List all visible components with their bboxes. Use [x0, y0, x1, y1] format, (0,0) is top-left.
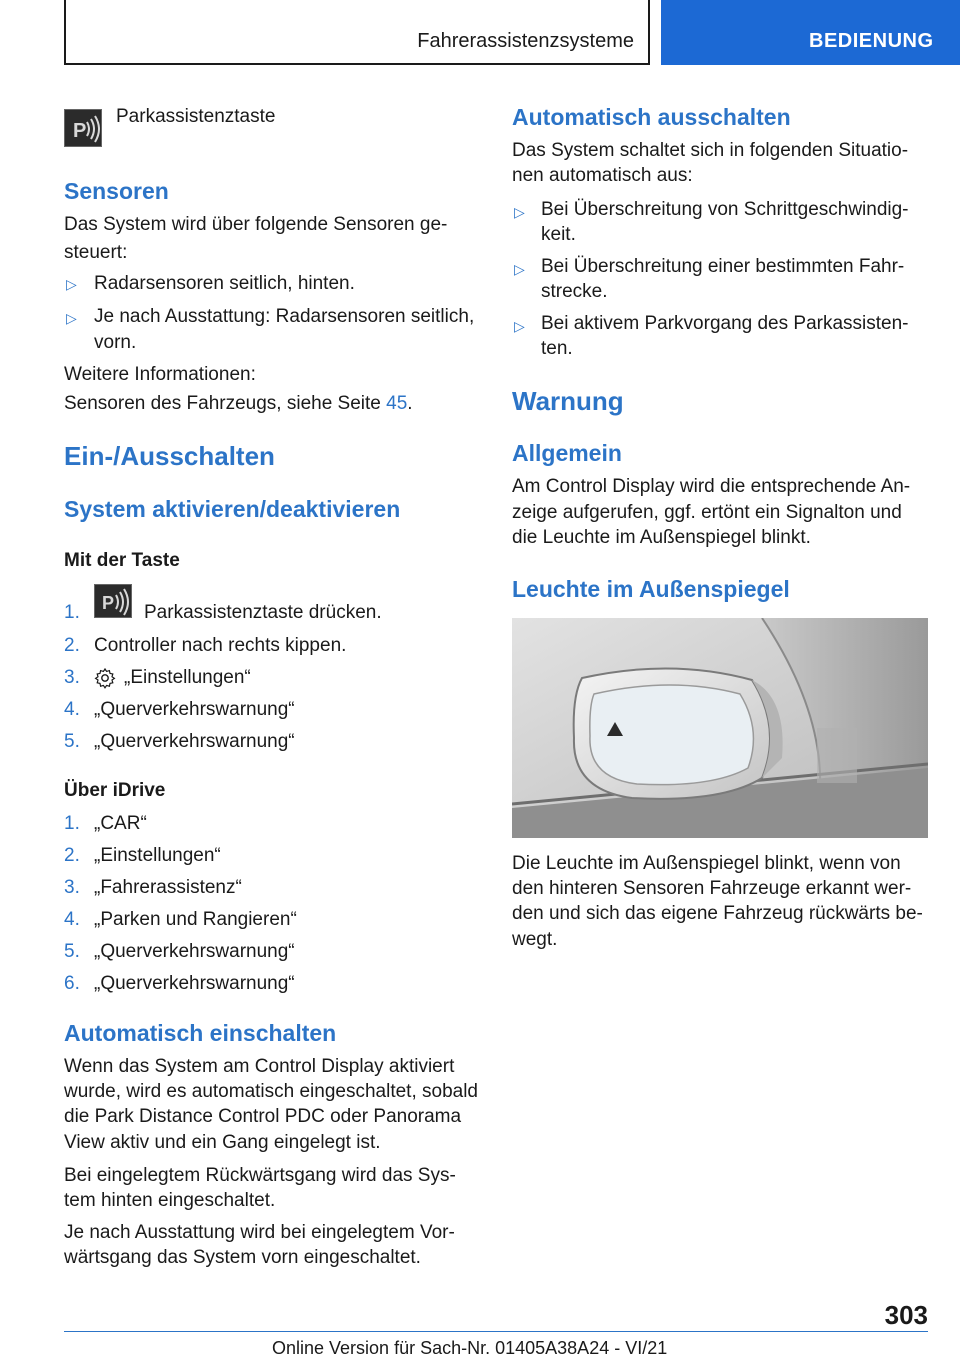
sensoren-bullet-2-cont: vorn.	[94, 332, 137, 353]
leuchte-line: den und sich das eigene Fahrzeug rückwärts be-	[512, 903, 923, 924]
allgemein-line: zeige aufgerufen, ggf. ertönt ein Signalton und	[512, 502, 902, 523]
idrive-step-4: „Parken und Rangieren“	[94, 909, 297, 930]
leuchte-line: Die Leuchte im Außenspiegel blinkt, wenn von	[512, 853, 901, 874]
auto-aus-intro-line: Das System schaltet sich in folgenden Situatio-	[512, 140, 909, 161]
auto-aus-bullet-3: Bei aktivem Parkvorgang des Parkassisten-	[541, 313, 909, 334]
taste-step-5: „Querverkehrswarnung“	[94, 731, 295, 752]
step-number: 2.	[64, 845, 80, 866]
auto-aus-bullet-1: Bei Überschreitung von Schrittgeschwindig-	[541, 199, 909, 220]
auto-aus-bullet-3-cont: ten.	[541, 338, 573, 359]
auto-aus-bullet-2-cont: strecke.	[541, 281, 608, 302]
auto-aus-intro-line: nen automatisch aus:	[512, 165, 693, 186]
leuchte-line: den hinteren Sensoren Fahrzeuge erkannt wer-	[512, 878, 912, 899]
header-section-box	[661, 0, 960, 65]
heading-automatisch-ausschalten: Automatisch ausschalten	[512, 104, 791, 130]
heading-leuchte-aussenspiegel: Leuchte im Außenspiegel	[512, 576, 790, 602]
footer-version-text: Online Version für Sach-Nr. 01405A38A24 - VI/21	[272, 1338, 668, 1358]
vorwaerts-line: wärtsgang das System vorn eingeschaltet.	[64, 1247, 421, 1268]
svg-text:P: P	[102, 593, 115, 613]
taste-step-3: „Einstellungen“	[124, 667, 251, 688]
heading-sensoren: Sensoren	[64, 178, 169, 204]
idrive-step-5: „Querverkehrswarnung“	[94, 941, 295, 962]
bullet-triangle-icon: ▷	[66, 310, 77, 326]
heading-ein-ausschalten: Ein-/Ausschalten	[64, 441, 275, 471]
allgemein-line: die Leuchte im Außenspiegel blinkt.	[512, 527, 811, 548]
allgemein-line: Am Control Display wird die entsprechende An-	[512, 476, 911, 497]
step-number: 3.	[64, 667, 80, 688]
step-number: 2.	[64, 635, 80, 656]
bullet-triangle-icon: ▷	[514, 204, 525, 220]
heading-warnung: Warnung	[512, 386, 624, 416]
auto-ein-line: wurde, wird es automatisch eingeschaltet, sobald	[64, 1081, 479, 1102]
auto-ein-line: die Park Distance Control PDC oder Panorama	[64, 1106, 462, 1127]
step-number: 4.	[64, 909, 80, 930]
header-chapter-box	[64, 0, 650, 65]
sensoren-intro-line1: Das System wird über folgende Sensoren ge-	[64, 214, 448, 235]
heading-ueber-idrive: Über iDrive	[64, 780, 166, 801]
vorwaerts-line: Je nach Ausstattung wird bei eingelegtem Vor-	[64, 1222, 455, 1243]
idrive-step-1: „CAR“	[94, 813, 147, 834]
chapter-title: Fahrerassistenzsysteme	[417, 30, 634, 52]
footer-divider	[64, 1331, 928, 1332]
step-number: 1.	[64, 602, 80, 623]
sensoren-intro-line2: steuert:	[64, 242, 128, 263]
step-number: 6.	[64, 973, 80, 994]
auto-aus-bullet-1-cont: keit.	[541, 224, 576, 245]
gear-icon	[94, 667, 116, 689]
heading-automatisch-einschalten: Automatisch einschalten	[64, 1020, 337, 1046]
leuchte-line: wegt.	[512, 929, 558, 950]
rueckwaerts-line: tem hinten eingeschaltet.	[64, 1190, 276, 1211]
taste-step-2: Controller nach rechts kippen.	[94, 635, 347, 656]
heading-mit-der-taste: Mit der Taste	[64, 550, 180, 571]
section-title: BEDIENUNG	[809, 30, 934, 52]
auto-aus-bullet-2: Bei Überschreitung einer bestimmten Fahr-	[541, 256, 905, 277]
taste-step-4: „Querverkehrswarnung“	[94, 699, 295, 720]
heading-allgemein: Allgemein	[512, 440, 622, 466]
weitere-info: Weitere Informationen:	[64, 364, 256, 385]
taste-step-1: Parkassistenztaste drücken.	[144, 602, 382, 623]
step-number: 4.	[64, 699, 80, 720]
auto-ein-line: View aktiv und ein Gang eingelegt ist.	[64, 1132, 381, 1153]
svg-text:P: P	[73, 120, 87, 142]
step-number: 3.	[64, 877, 80, 898]
sensoren-ref-text: Sensoren des Fahrzeugs, siehe Seite	[64, 393, 387, 414]
idrive-step-6: „Querverkehrswarnung“	[94, 973, 295, 994]
idrive-step-2: „Einstellungen“	[94, 845, 221, 866]
step-number: 5.	[64, 731, 80, 752]
step-number: 1.	[64, 813, 80, 834]
park-assist-key-icon	[94, 584, 132, 618]
sensoren-bullet-1: Radarsensoren seitlich, hinten.	[94, 273, 355, 294]
bullet-triangle-icon: ▷	[514, 318, 525, 334]
step-number: 5.	[64, 941, 80, 962]
park-assist-key-icon	[64, 109, 102, 147]
page-link-45[interactable]: 45	[386, 393, 408, 414]
sensoren-ref-suffix: .	[407, 393, 413, 414]
idrive-step-3: „Fahrerassistenz“	[94, 877, 242, 898]
mirror-illustration	[512, 618, 928, 838]
sensoren-bullet-2: Je nach Ausstattung: Radarsensoren seitlich,	[94, 306, 475, 327]
bullet-triangle-icon: ▷	[66, 276, 77, 292]
sensoren-reference	[64, 390, 413, 418]
page-number: 303	[884, 1300, 928, 1330]
heading-system-aktivieren: System aktivieren/deaktivieren	[64, 496, 401, 522]
auto-ein-line: Wenn das System am Control Display aktiviert	[64, 1056, 455, 1077]
key-label: Parkassistenztaste	[116, 106, 276, 127]
bullet-triangle-icon: ▷	[514, 261, 525, 277]
rueckwaerts-line: Bei eingelegtem Rückwärtsgang wird das Sys-	[64, 1165, 456, 1186]
